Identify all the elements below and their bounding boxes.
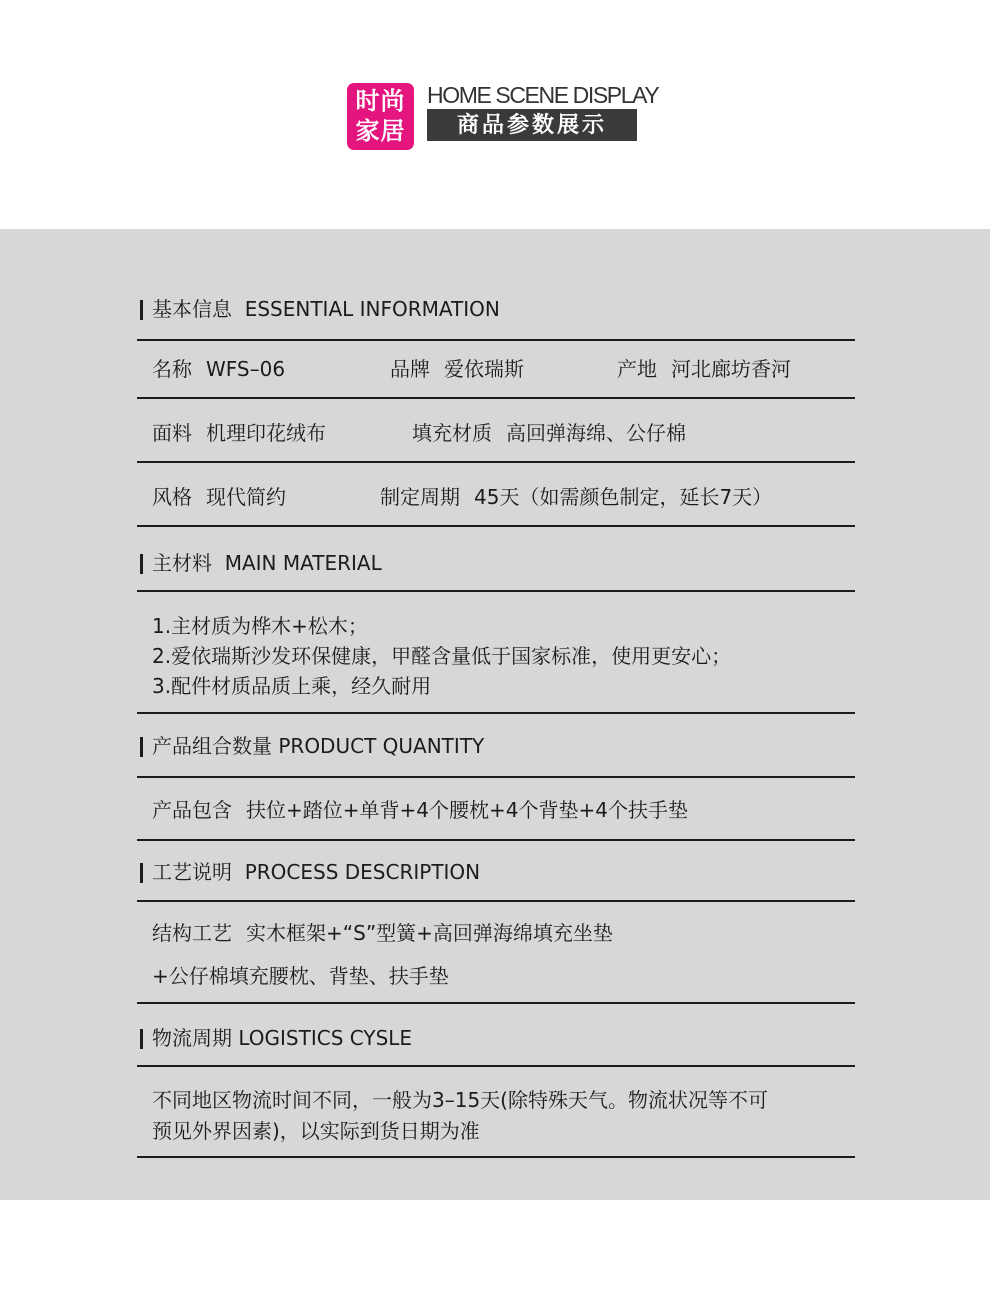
spec-brand (390, 356, 524, 382)
logistics-line: 不同地区物流时间不同，一般为3–15天(除特殊天气。物流状况等不可 (152, 1088, 768, 1112)
origin-value: 河北廊坊香河 (671, 357, 791, 381)
divider (137, 1002, 855, 1004)
spec-fabric (152, 420, 326, 446)
material-list (152, 611, 731, 701)
logo-line-1: 时尚 (355, 87, 406, 115)
section-heading-process (140, 859, 480, 885)
origin-label: 产地 (617, 357, 657, 381)
heading-en: PRODUCT QUANTITY (278, 734, 485, 758)
process-line-2: +公仔棉填充腰枕、背垫、扶手垫 (152, 964, 449, 988)
heading-cn: 物流周期 (152, 1026, 232, 1050)
logistics-text (152, 1085, 768, 1147)
quantity-value: 扶位+踏位+单背+4个腰枕+4个背垫+4个扶手垫 (246, 798, 688, 822)
divider (137, 339, 855, 341)
style-label: 风格 (152, 485, 192, 509)
section-heading-basic (140, 296, 500, 322)
divider (137, 590, 855, 592)
fabric-value: 机理印花绒布 (206, 421, 326, 445)
spec-style (152, 484, 286, 510)
material-line: 3.配件材质品质上乘，经久耐用 (152, 674, 432, 698)
filling-label: 填充材质 (412, 421, 492, 445)
heading-cn: 产品组合数量 (152, 734, 272, 758)
fabric-label: 面料 (152, 421, 192, 445)
divider (137, 839, 855, 841)
process-label: 结构工艺 (152, 921, 232, 945)
cycle-value: 45天（如需颜色制定，延长7天） (474, 485, 773, 509)
brand-value: 爱依瑞斯 (444, 357, 524, 381)
style-value: 现代简约 (206, 485, 286, 509)
name-value: WFS–06 (206, 357, 286, 381)
quantity-row (152, 797, 688, 823)
heading-cn: 基本信息 (152, 297, 232, 321)
brand-logo (347, 83, 414, 150)
material-line: 2.爱依瑞斯沙发环保健康，甲醛含量低于国家标准，使用更安心； (152, 644, 732, 668)
logo-line-2: 家居 (355, 117, 406, 145)
heading-en: LOGISTICS CYSLE (238, 1026, 413, 1050)
divider (137, 1065, 855, 1067)
logistics-line: 预见外界因素)，以实际到货日期为准 (152, 1119, 480, 1143)
spec-name (152, 356, 285, 382)
heading-en: MAIN MATERIAL (224, 551, 382, 575)
divider (137, 461, 855, 463)
cycle-label: 制定周期 (380, 485, 460, 509)
divider (137, 900, 855, 902)
divider (137, 397, 855, 399)
process-row (152, 920, 613, 946)
brand-label: 品牌 (390, 357, 430, 381)
section-heading-quantity (140, 733, 484, 759)
divider (137, 1156, 855, 1158)
filling-value: 高回弹海绵、公仔棉 (506, 421, 686, 445)
spec-origin (617, 356, 791, 382)
process-value: 实木框架+“S”型簧+高回弹海绵填充坐垫 (246, 921, 613, 945)
heading-cn: 工艺说明 (152, 860, 232, 884)
material-line: 1.主材质为桦木+松木； (152, 614, 368, 638)
quantity-label: 产品包含 (152, 798, 232, 822)
divider (137, 525, 855, 527)
section-heading-material (140, 550, 382, 576)
heading-en: ESSENTIAL INFORMATION (244, 297, 500, 321)
section-heading-logistics (140, 1025, 412, 1051)
spec-cycle (380, 484, 772, 510)
divider (137, 712, 855, 714)
title-en: HOME SCENE DISPLAY (427, 82, 659, 108)
name-label: 名称 (152, 357, 192, 381)
title-cn: 商品参数展示 (427, 109, 637, 141)
divider (137, 776, 855, 778)
heading-en: PROCESS DESCRIPTION (244, 860, 481, 884)
spec-filling (412, 420, 686, 446)
heading-cn: 主材料 (152, 551, 212, 575)
